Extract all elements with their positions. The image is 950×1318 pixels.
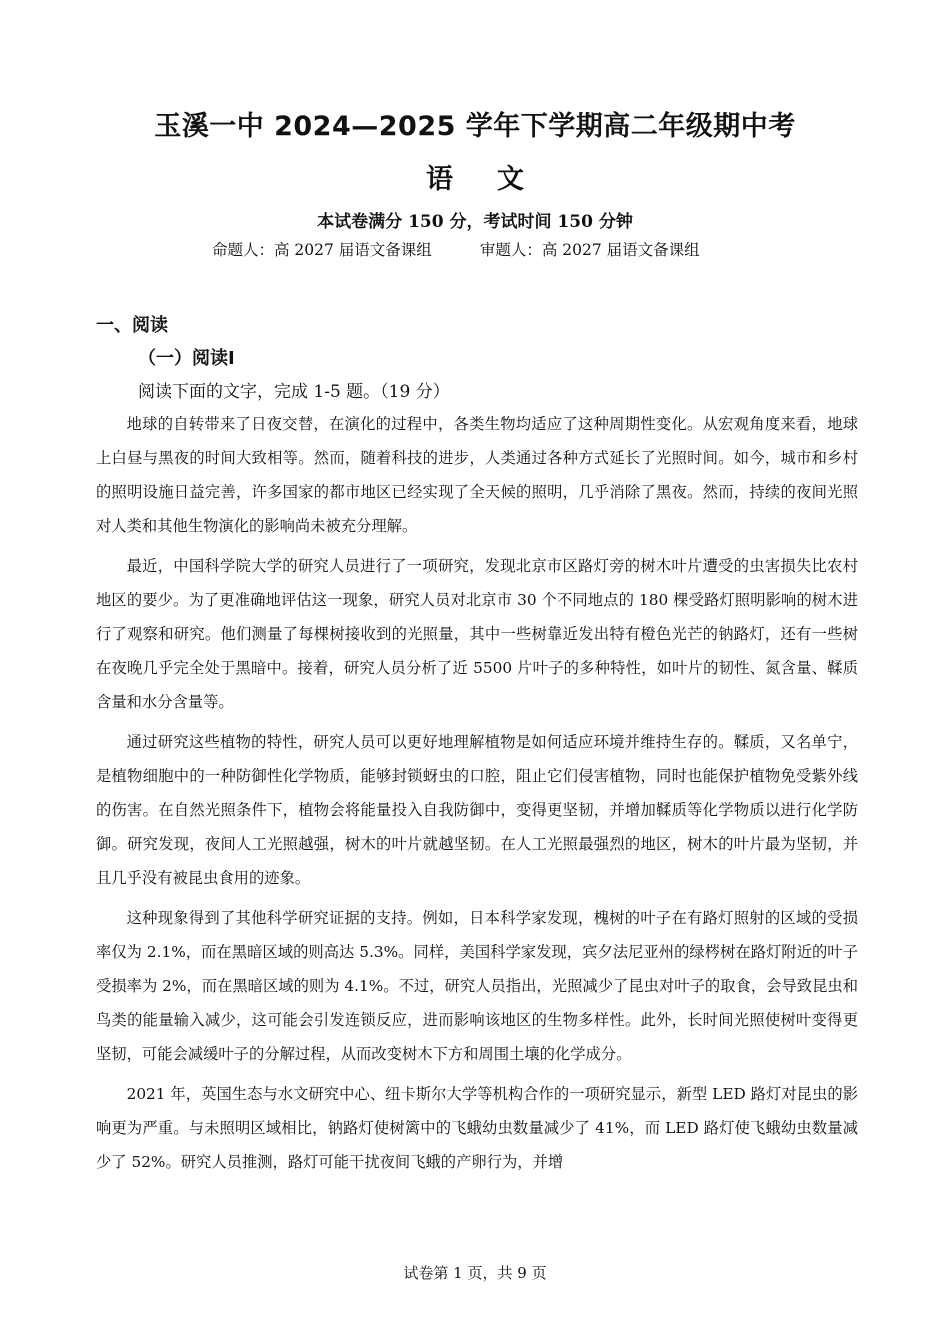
passage-paragraph: 最近，中国科学院大学的研究人员进行了一项研究，发现北京市区路灯旁的树木叶片遭受的虫害损失比农村地区的要少。为了更准确地评估这一现象，研究人员对北京市 30 个不同地点的 180 棵受路灯照明影响的树木进行了观察和研究。他们测量了每棵树接收到的光照量，其中一些树靠近发出特有橙色光芒的钠路灯，还有一些树在夜晚几乎完全处于黑暗中。接着，研究人员分析了近 5500 片叶子的多种特性，如叶片的韧性、氮含量、鞣质含量和水分含量等。 [96,557,858,711]
passage-paragraph: 这种现象得到了其他科学研究证据的支持。例如，日本科学家发现，槐树的叶子在有路灯照射的区域的受损率仅为 2.1%，而在黑暗区域的则高达 5.3%。同样，美国科学家发现，宾夕法尼亚州的绿梣树在路灯附近的叶子受损率为 2%，而在黑暗区域的则为 4.1%。不过，研究人员指出，光照减少了昆虫对叶子的取食，会导致昆虫和鸟类的能量输入减少，这可能会引发连锁反应，进而影响该地区的生物多样性。此外，长时间光照使树叶变得更坚韧，可能会减缓叶子的分解过程，从而改变树木下方和周围土壤的化学成分。 [96,909,858,1063]
subsection-heading: （一）阅读Ⅰ [138,348,235,369]
page-number: 试卷第 1 页，共 9 页 [403,1264,547,1282]
section-heading: 一、阅读 [96,315,168,336]
exam-info: 本试卷满分 150 分，考试时间 150 分钟 [317,212,633,232]
exam-title: 玉溪一中 2024—2025 学年下学期高二年级期中考 [154,111,796,142]
passage-paragraph: 地球的自转带来了日夜交替，在演化的过程中，各类生物均适应了这种周期性变化。从宏观角度来看，地球上白昼与黑夜的时间大致相等。然而，随着科技的进步，人类通过各种方式延长了光照时间。如今，城市和乡村的照明设施日益完善，许多国家的都市地区已经实现了全天候的照明，几乎消除了黑夜。然而，持续的夜间光照对人类和其他生物演化的影响尚未被充分理解。 [96,415,858,535]
passage-paragraph: 通过研究这些植物的特性，研究人员可以更好地理解植物是如何适应环境并维持生存的。鞣质，又名单宁，是植物细胞中的一种防御性化学物质，能够封锁蚜虫的口腔，阻止它们侵害植物，同时也能保护植物免受紫外线的伤害。在自然光照条件下，植物会将能量投入自我防御中，变得更坚韧，并增加鞣质等化学物质以进行化学防御。研究发现，夜间人工光照越强，树木的叶片就越坚韧。在人工光照最强烈的地区，树木的叶片最为坚韧，并且几乎没有被昆虫食用的迹象。 [96,733,858,887]
subject-title: 语文 [426,164,568,195]
author-line [212,238,700,260]
passage-paragraph: 2021 年，英国生态与水文研究中心、纽卡斯尔大学等机构合作的一项研究显示，新型 LED 路灯对昆虫的影响更为严重。与未照明区域相比，钠路灯使树篱中的飞蛾幼虫数量减少了 41%，而 LED 路灯使飞蛾幼虫数量减少了 52%。研究人员推测，路灯可能干扰夜间飞蛾的产卵行为，并增 [96,1085,858,1171]
reviewer-label: 审题人：高 2027 届语文备课组 [479,241,700,259]
question-instruction: 阅读下面的文字，完成 1-5 题。（19 分） [138,382,450,402]
setter-label: 命题人：高 2027 届语文备课组 [212,241,432,259]
reading-passage [96,407,858,1179]
